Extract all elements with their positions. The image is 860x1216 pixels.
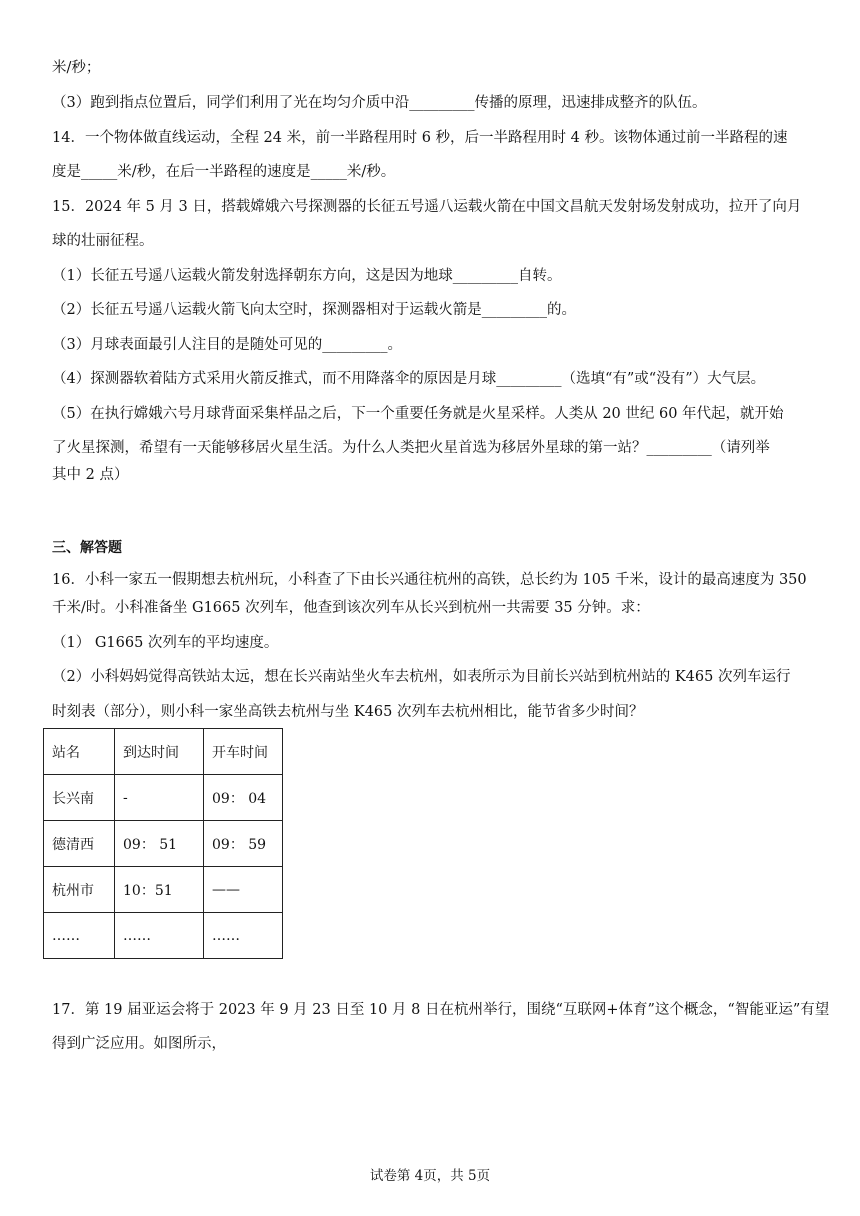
- text-line: （4）探测器软着陆方式采用火箭反推式，而不用降落伞的原因是月球_________（选填“有”或“没有”）大气层。: [52, 371, 766, 387]
- table-cell: 09： 59: [204, 821, 283, 867]
- text-line: 米/秒；: [52, 60, 101, 76]
- text-line: 得到广泛应用。如图所示，: [52, 1036, 226, 1052]
- question-14: 14．一个物体做直线运动，全程 24 米，前一半路程用时 6 秒，后一半路程用时 4 秒。该物体通过前一半路程的速: [52, 130, 788, 146]
- table-cell: ——: [204, 867, 283, 913]
- table-row: [44, 867, 283, 913]
- table-row: [44, 775, 283, 821]
- text-line: （3）跑到指点位置后，同学们利用了光在均匀介质中沿_________传播的原理，迅速排成整齐的队伍。: [52, 95, 707, 111]
- table-cell: 09： 51: [115, 821, 204, 867]
- text-line: （5）在执行嫦娥六号月球背面采集样品之后，下一个重要任务就是火星采样。人类从 20 世纪 60 年代起，就开始: [52, 406, 784, 422]
- table-cell: 10：51: [115, 867, 204, 913]
- table-cell: ……: [204, 913, 283, 959]
- timetable: [43, 728, 283, 959]
- question-16: 16．小科一家五一假期想去杭州玩，小科查了下由长兴通往杭州的高铁，总长约为 105 千米，设计的最高速度为 350: [52, 572, 807, 588]
- table-cell: ……: [115, 913, 204, 959]
- text-line: （1） G1665 次列车的平均速度。: [52, 635, 279, 651]
- text-line: 度是_____米/秒，在后一半路程的速度是_____米/秒。: [52, 164, 396, 180]
- text-line: 其中 2 点）: [52, 467, 129, 483]
- table-header: 站名: [44, 729, 115, 775]
- table-cell: 09： 04: [204, 775, 283, 821]
- table-cell: 长兴南: [44, 775, 115, 821]
- question-15: 15．2024 年 5 月 3 日，搭载嫦娥六号探测器的长征五号遥八运载火箭在中国文昌航天发射场发射成功，拉开了向月: [52, 199, 802, 215]
- table-cell: ……: [44, 913, 115, 959]
- table-row: [44, 913, 283, 959]
- table-cell: -: [115, 775, 204, 821]
- table-cell: 杭州市: [44, 867, 115, 913]
- table-header: 开车时间: [204, 729, 283, 775]
- text-line: （2）长征五号遥八运载火箭飞向太空时，探测器相对于运载火箭是_________的。: [52, 302, 576, 318]
- text-line: （2）小科妈妈觉得高铁站太远，想在长兴南站坐火车去杭州，如表所示为目前长兴站到杭州站的 K465 次列车运行: [52, 669, 791, 685]
- text-line: （1）长征五号遥八运载火箭发射选择朝东方向，这是因为地球_________自转。: [52, 268, 562, 284]
- question-17: 17．第 19 届亚运会将于 2023 年 9 月 23 日至 10 月 8 日在杭州举行，围绕“互联网+体育”这个概念，“智能亚运”有望: [52, 1002, 830, 1018]
- text-line: （3）月球表面最引人注目的是随处可见的_________。: [52, 337, 402, 353]
- table-cell: 德清西: [44, 821, 115, 867]
- section-heading: 三、解答题: [52, 540, 122, 556]
- text-line: 时刻表（部分），则小科一家坐高铁去杭州与坐 K465 次列车去杭州相比，能节省多少时间？: [52, 704, 644, 720]
- table-header-row: [44, 729, 283, 775]
- text-line: 千米/时。小科准备坐 G1665 次列车，他查到该次列车从长兴到杭州一共需要 35 分钟。求：: [52, 600, 650, 616]
- text-line: 了火星探测，希望有一天能够移居火星生活。为什么人类把火星首选为移居外星球的第一站？_________（请列举: [52, 440, 770, 456]
- text-line: 球的壮丽征程。: [52, 233, 154, 249]
- table-header: 到达时间: [115, 729, 204, 775]
- page-footer: 试卷第 4页，共 5页: [369, 1168, 491, 1184]
- table-row: [44, 821, 283, 867]
